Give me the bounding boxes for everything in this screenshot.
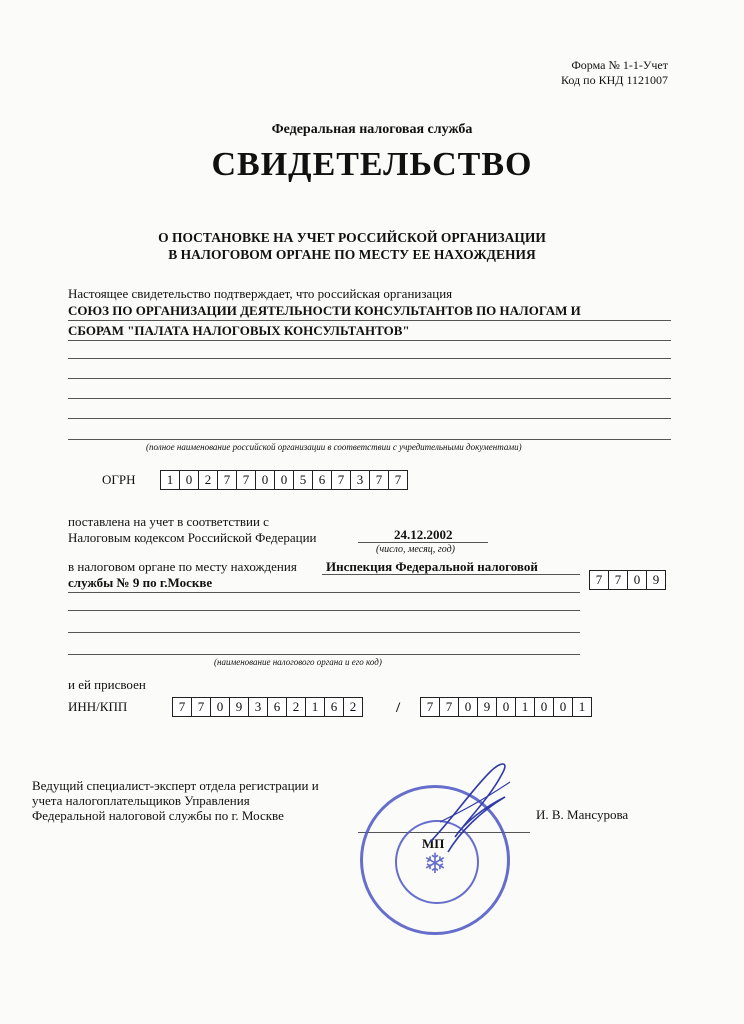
- underline: [322, 574, 580, 575]
- signatory-line-2: учета налогоплательщиков Управления: [32, 793, 250, 808]
- subtitle-line-2: В НАЛОГОВОМ ОРГАНЕ ПО МЕСТУ ЕЕ НАХОЖДЕНИЯ: [168, 247, 536, 262]
- inn-boxes: [172, 697, 363, 717]
- underline: [68, 340, 671, 341]
- tax-office-name-line-1: Инспекция Федеральной налоговой: [326, 559, 538, 574]
- ogrn-digit-box: 0: [180, 471, 199, 489]
- inn-digit-box: 2: [287, 698, 306, 716]
- agency-name: Федеральная налоговая служба: [271, 122, 473, 137]
- inn-digit-box: 6: [268, 698, 287, 716]
- inn-digit-box: 1: [306, 698, 325, 716]
- tax-office-name-line-2: службы № 9 по г.Москве: [68, 575, 213, 590]
- tax-office-code-digit-box: 9: [652, 572, 660, 587]
- ogrn-digit-box: 7: [237, 471, 256, 489]
- seal-place-label: МП: [422, 836, 445, 851]
- kpp-digit-box: 1: [516, 698, 535, 716]
- inn-digit-box: 7: [192, 698, 211, 716]
- inn-digit-box: 9: [230, 698, 249, 716]
- document-subtitle: [0, 229, 704, 263]
- inn-kpp-separator: /: [396, 700, 401, 716]
- org-name-caption: (полное наименование российской организации в соответствии с учредительными документами): [146, 442, 522, 452]
- org-name-line-1: СОЮЗ ПО ОРГАНИЗАЦИИ ДЕЯТЕЛЬНОСТИ КОНСУЛЬТАНТОВ ПО НАЛОГАМ И: [68, 303, 581, 318]
- tax-office-code-digit-box: 0: [628, 571, 647, 589]
- ogrn-digit-box: 6: [313, 471, 332, 489]
- tax-office-code-digit-box: 7: [590, 571, 609, 589]
- registration-date: 24.12.2002: [394, 527, 453, 542]
- underline: [68, 378, 671, 379]
- inn-digit-box: 2: [349, 699, 357, 714]
- underline: [358, 542, 488, 543]
- signatory-line-3: Федеральной налоговой службы по г. Москве: [32, 808, 284, 823]
- ogrn-boxes: [160, 470, 408, 490]
- tax-office-code-boxes: [589, 570, 666, 590]
- kpp-digit-box: 0: [535, 698, 554, 716]
- kpp-boxes: [420, 697, 592, 717]
- knd-code: Код по КНД 1121007: [561, 73, 668, 87]
- date-caption: (число, месяц, год): [376, 544, 455, 555]
- underline: [68, 592, 580, 593]
- ogrn-label: ОГРН: [102, 472, 136, 487]
- ogrn-digit-box: 1: [161, 471, 180, 489]
- underline: [68, 632, 580, 633]
- inn-kpp-label: ИНН/КПП: [68, 699, 128, 714]
- ogrn-digit-box: 7: [394, 472, 402, 487]
- form-number: Форма № 1-1-Учет: [571, 58, 668, 72]
- assigned-text: и ей присвоен: [68, 677, 146, 692]
- signature-icon: [410, 752, 530, 862]
- signatory-line-1: Ведущий специалист-эксперт отдела регистрации и: [32, 778, 319, 793]
- form-number-block: [561, 58, 668, 88]
- tax-office-label: в налоговом органе по месту нахождения: [68, 559, 297, 574]
- registered-line-1: поставлена на учет в соответствии с: [68, 514, 269, 529]
- signatory-name: И. В. Мансурова: [536, 807, 629, 822]
- ogrn-digit-box: 5: [294, 471, 313, 489]
- kpp-digit-box: 0: [459, 698, 478, 716]
- org-name-line-2: СБОРАМ "ПАЛАТА НАЛОГОВЫХ КОНСУЛЬТАНТОВ": [68, 323, 410, 338]
- eagle-emblem-icon: ❄: [423, 849, 447, 880]
- kpp-digit-box: 1: [578, 699, 586, 714]
- underline: [68, 418, 671, 419]
- registered-line-2: Налоговым кодексом Российской Федерации: [68, 530, 317, 545]
- document-title: СВИДЕТЕЛЬСТВО: [211, 146, 533, 183]
- inn-digit-box: 7: [173, 698, 192, 716]
- underline: [68, 610, 580, 611]
- inn-digit-box: 3: [249, 698, 268, 716]
- inn-digit-box: 0: [211, 698, 230, 716]
- underline: [68, 439, 671, 440]
- certifies-text: Настоящее свидетельство подтверждает, что российская организация: [68, 286, 453, 301]
- tax-office-code-digit-box: 7: [609, 571, 628, 589]
- kpp-digit-box: 7: [440, 698, 459, 716]
- kpp-digit-box: 9: [478, 698, 497, 716]
- ogrn-digit-box: 7: [370, 471, 389, 489]
- inn-digit-box: 6: [325, 698, 344, 716]
- kpp-digit-box: 0: [497, 698, 516, 716]
- kpp-digit-box: 0: [554, 698, 573, 716]
- ogrn-digit-box: 0: [275, 471, 294, 489]
- underline: [68, 320, 671, 321]
- ogrn-digit-box: 2: [199, 471, 218, 489]
- underline: [68, 358, 671, 359]
- ogrn-digit-box: 7: [218, 471, 237, 489]
- underline: [68, 654, 580, 655]
- ogrn-digit-box: 7: [332, 471, 351, 489]
- ogrn-digit-box: 3: [351, 471, 370, 489]
- subtitle-line-1: О ПОСТАНОВКЕ НА УЧЕТ РОССИЙСКОЙ ОРГАНИЗАЦИИ: [158, 230, 546, 245]
- ogrn-digit-box: 0: [256, 471, 275, 489]
- underline: [68, 398, 671, 399]
- tax-office-caption: (наименование налогового органа и его код): [214, 657, 382, 667]
- signatory-position: [32, 778, 319, 823]
- kpp-digit-box: 7: [421, 698, 440, 716]
